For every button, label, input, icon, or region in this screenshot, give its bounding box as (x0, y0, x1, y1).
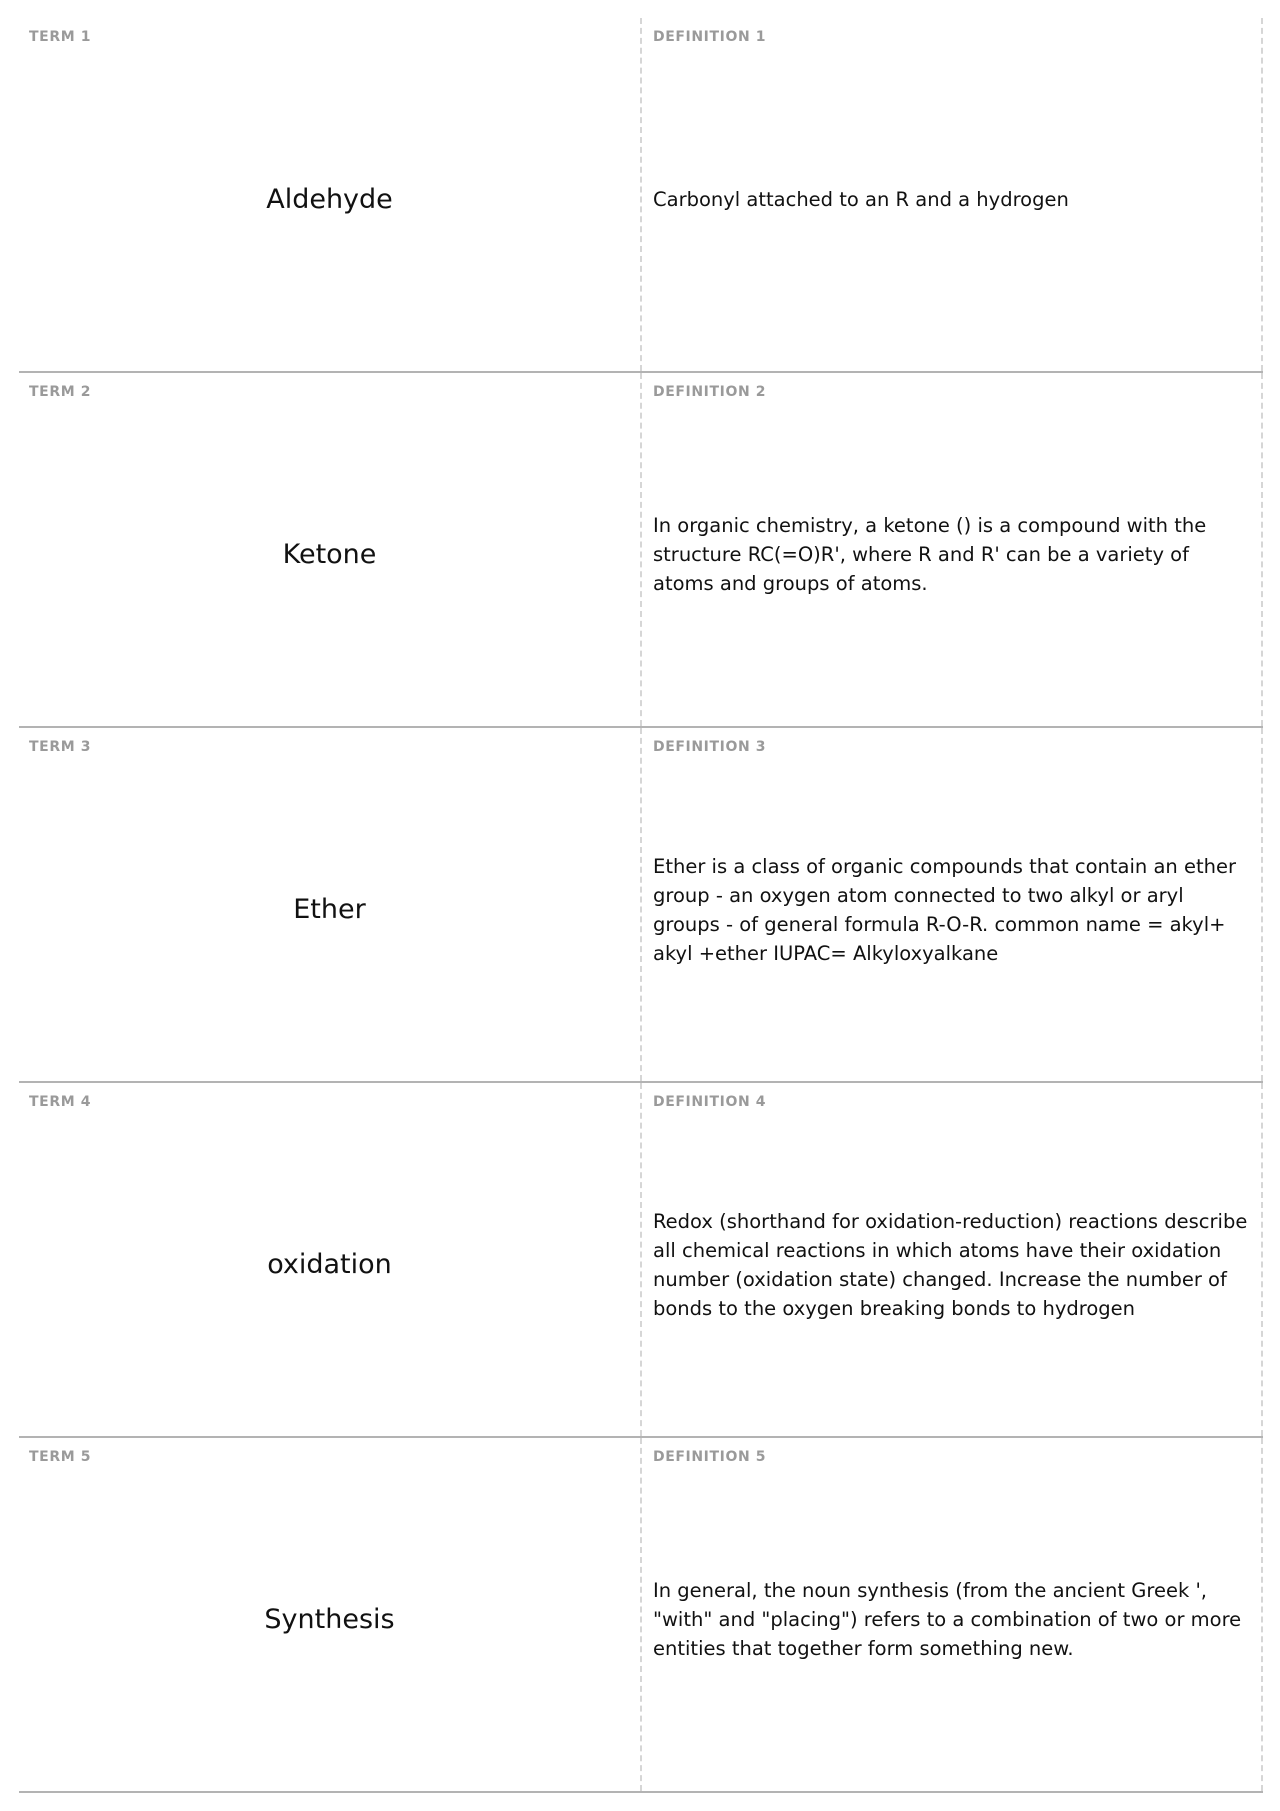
definition-text: Ether is a class of organic compounds that contain an ether group - an oxygen atom connected to two alkyl or aryl groups - of general formula R-O-R. common name = akyl+ akyl +ether IUPAC= Alkyloxyalkane (653, 854, 1237, 965)
definition-text: Redox (shorthand for oxidation-reduction) reactions describe all chemical reactions in which atoms have their oxidation number (oxidation state) changed. Increase the number of bonds to the oxygen breaking bonds to hydrogen (653, 1209, 1248, 1320)
definition-text: In general, the noun synthesis (from the ancient Greek ', "with" and "placing") refers to a combination of two or more entities that together form something new. (653, 1579, 1242, 1660)
card-row-4 (19, 1083, 1263, 1438)
flashcard-sheet (19, 18, 1263, 1793)
term-text: Synthesis (264, 1604, 395, 1635)
term-label: TERM 4 (29, 1094, 92, 1110)
card-row-3 (19, 728, 1263, 1083)
card-row-2 (19, 373, 1263, 728)
term-cell (19, 373, 642, 726)
definition-label: DEFINITION 1 (653, 29, 767, 45)
term-cell (19, 1083, 642, 1436)
definition-text: In organic chemistry, a ketone () is a compound with the structure RC(=O)R', where R and R' can be a variety of atoms and groups of atoms. (653, 514, 1207, 595)
card-row-5 (19, 1438, 1263, 1793)
term-label: TERM 1 (29, 29, 92, 45)
definition-cell (642, 1438, 1263, 1791)
definition-label: DEFINITION 5 (653, 1449, 767, 1465)
definition-text: Carbonyl attached to an R and a hydrogen (653, 188, 1069, 211)
definition-label: DEFINITION 4 (653, 1094, 767, 1110)
term-cell (19, 728, 642, 1081)
term-cell (19, 18, 642, 371)
term-label: TERM 3 (29, 739, 92, 755)
definition-cell (642, 18, 1263, 371)
term-text: Aldehyde (266, 184, 393, 215)
definition-label: DEFINITION 2 (653, 384, 767, 400)
term-text: oxidation (267, 1249, 392, 1280)
term-label: TERM 5 (29, 1449, 92, 1465)
definition-label: DEFINITION 3 (653, 739, 767, 755)
term-text: Ketone (282, 539, 377, 570)
card-row-1 (19, 18, 1263, 373)
definition-cell (642, 1083, 1263, 1436)
definition-cell (642, 373, 1263, 726)
term-cell (19, 1438, 642, 1791)
definition-cell (642, 728, 1263, 1081)
term-label: TERM 2 (29, 384, 92, 400)
term-text: Ether (293, 894, 366, 925)
